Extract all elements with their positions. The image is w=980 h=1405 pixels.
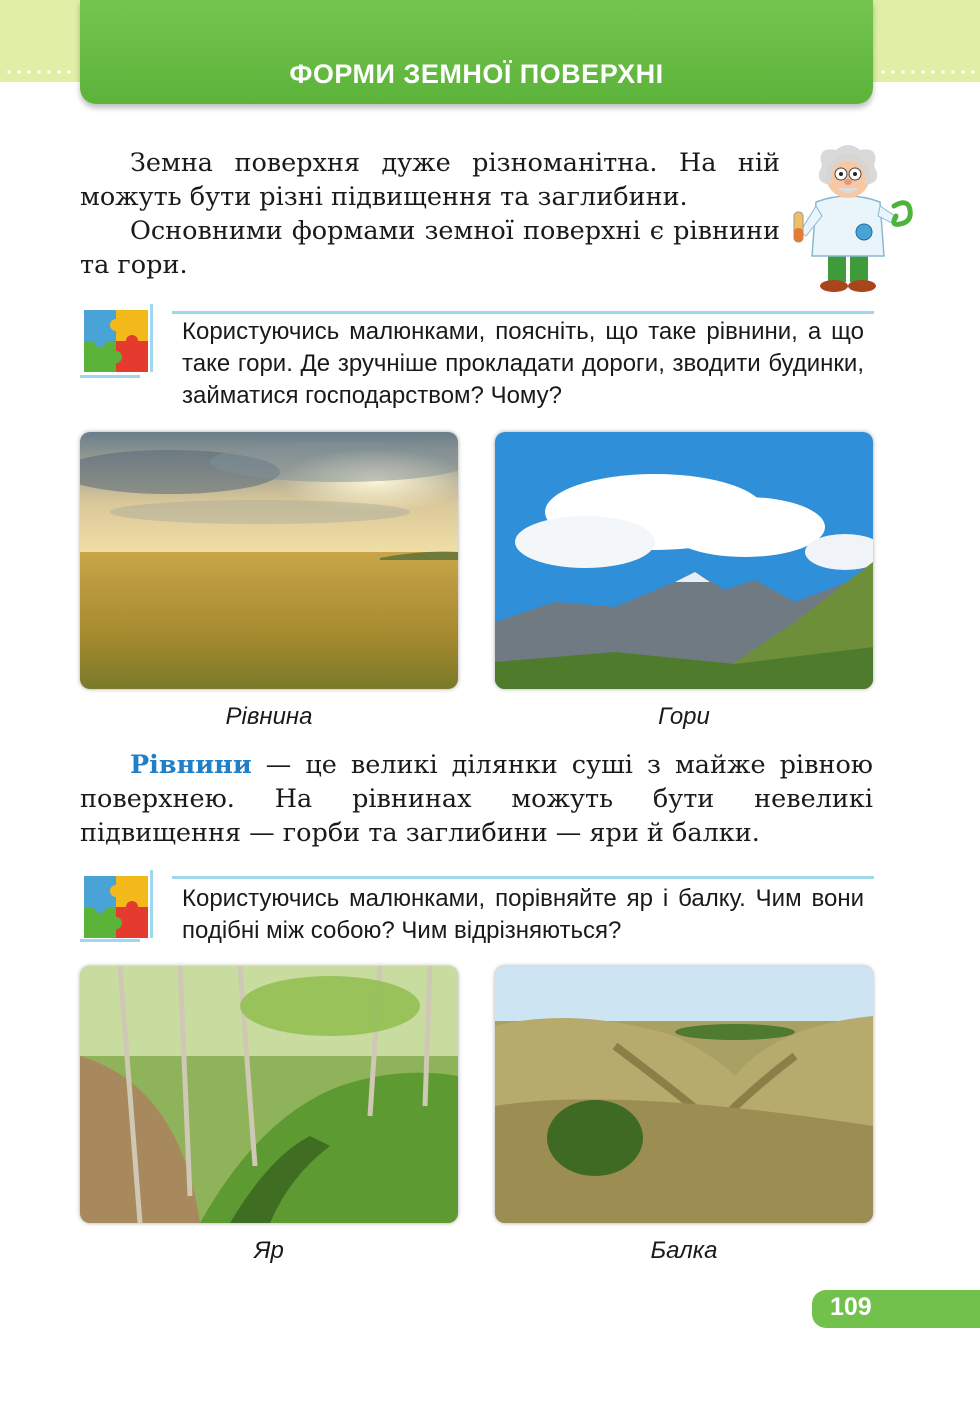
gully-photo (495, 966, 873, 1223)
definition-text: — це великі ділянки суші з майже рівною поверхнею. На рівнинах можуть бути невеликі підвищення — горби та заглибини — яри й балки. (80, 750, 873, 848)
puzzle-icon (80, 872, 153, 942)
term-plains: Рівнини (130, 750, 252, 780)
task1-top-line (172, 311, 874, 314)
ravine-caption: Яр (254, 1237, 284, 1264)
plains-definition (80, 748, 873, 850)
mountains-photo (495, 432, 873, 689)
header-dots-left (4, 70, 78, 74)
task2-top-line (172, 876, 874, 879)
task1-text: Користуючись малюнками, поясніть, що таке рівнини, а що таке гори. Де зручніше прокладати дороги, зводити будинки, займатися господарством? Чому? (182, 318, 864, 409)
task2-text: Користуючись малюнками, порівняйте яр і балку. Чим вони подібні між собою? Чим відрізняються? (182, 885, 864, 944)
intro-paragraph-2: Основними формами земної поверхні є рівнини та гори. (80, 216, 780, 280)
intro-paragraph-1: Земна поверхня дуже різноманітна. На ній можуть бути різні підвищення та заглибини. (80, 148, 780, 212)
plain-photo (80, 432, 458, 689)
intro-text (80, 146, 780, 282)
scientist-character-illustration (786, 140, 918, 292)
title-banner (80, 0, 873, 104)
page-title: ФОРМИ ЗЕМНОЇ ПОВЕРХНІ (289, 59, 664, 89)
ravine-photo (80, 966, 458, 1223)
puzzle-icon (80, 306, 153, 376)
gully-caption: Балка (650, 1237, 718, 1264)
page-number: 109 (830, 1293, 872, 1321)
header-dots-right (878, 70, 976, 74)
plain-caption: Рівнина (225, 703, 313, 730)
mountains-caption: Гори (658, 703, 710, 730)
